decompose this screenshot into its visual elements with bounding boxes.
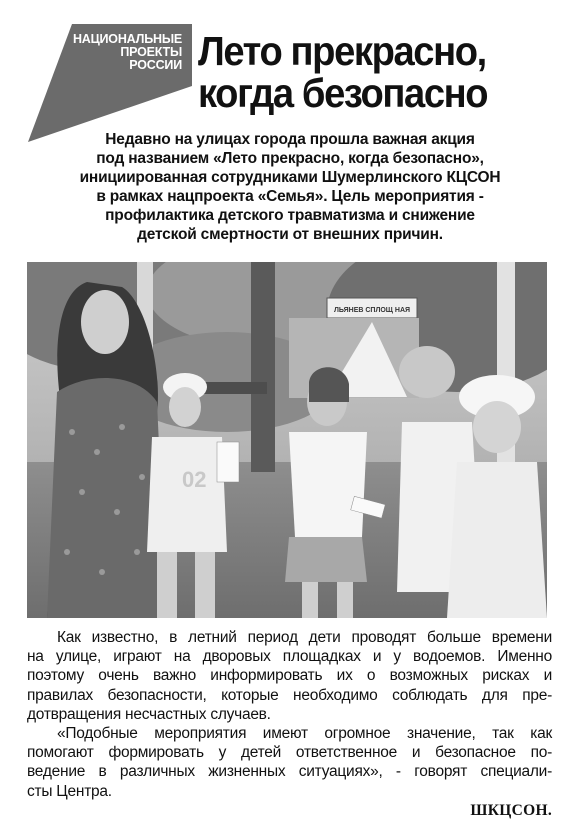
body-line: поэтому очень важно информировать их о возможных рисках и (27, 667, 552, 685)
article-photo (27, 262, 547, 618)
lead-line: профилактика детского травматизма и снижение (105, 207, 475, 224)
article-lead (30, 130, 550, 244)
article-headline (198, 30, 542, 114)
body-line: Как известно, в летний период дети проводят больше времени (57, 629, 552, 646)
lead-line: инициированная сотрудниками Шумерлинского КЦСОН (79, 169, 501, 186)
body-line: на улице, играют на дворовых площадках и у водоемов. Именно (27, 648, 552, 666)
body-line: правилах безопасности, которые необходимо соблюдать для пре- (27, 686, 552, 704)
body-line: ведение в различных жизненных ситуациях», - говорят специали- (27, 763, 552, 781)
headline-line: когда безопасно (198, 70, 488, 116)
sign-text: ЛЬЯНЕВ СПЛОЩ НАЯ (333, 307, 411, 314)
body-line: сты Центра. (27, 782, 112, 800)
headline-line: Лето прекрасно, (198, 28, 486, 74)
lead-line: детской смертности от внешних причин. (137, 226, 443, 243)
national-projects-logo (28, 24, 192, 142)
logo-line: ПРОЕКТЫ (120, 45, 182, 59)
body-line: помогают формировать у детей ответственное и безопасное по- (27, 744, 552, 762)
photo-illustration (27, 262, 547, 618)
logo-text (62, 33, 182, 72)
lead-line: под названием «Лето прекрасно, когда безопасно», (96, 150, 484, 167)
logo-line: НАЦИОНАЛЬНЫЕ (72, 32, 182, 46)
body-line: «Подобные мероприятия имеют огромное значение, так как (57, 725, 552, 743)
body-line: дотвращения несчастных случаев. (27, 705, 271, 723)
svg-text:02: 02 (182, 467, 207, 492)
lead-line: Недавно на улицах города прошла важная акция (105, 131, 475, 148)
article-body (27, 628, 552, 801)
lead-line: в рамках нацпроекта «Семья». Цель мероприятия - (96, 188, 484, 205)
logo-line: РОССИИ (129, 58, 182, 72)
article-signature: ШКЦСОН. (470, 802, 552, 819)
